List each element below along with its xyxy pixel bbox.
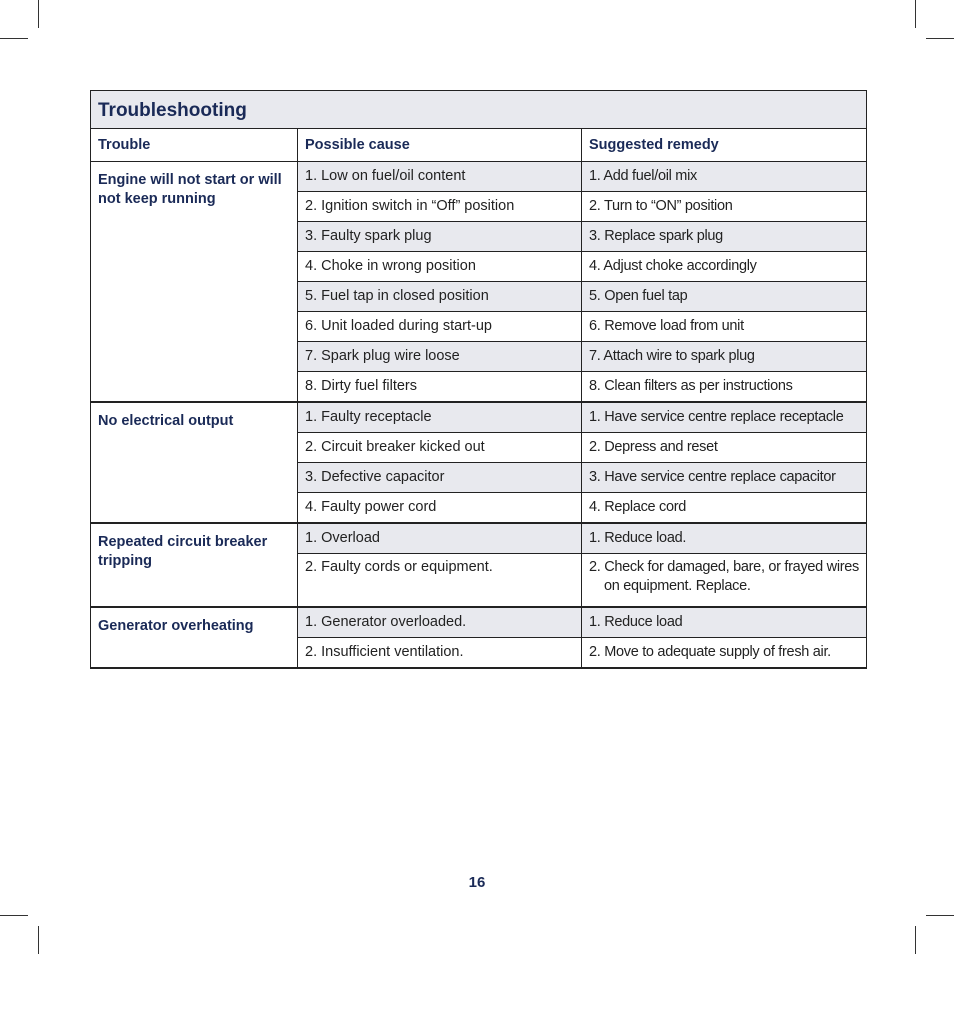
cause-cell: 2. Circuit breaker kicked out: [298, 433, 582, 463]
table-row: [91, 523, 867, 554]
remedy-cell: 1. Add fuel/oil mix: [582, 162, 867, 192]
header-trouble: Trouble: [91, 129, 298, 162]
cause-cell: 6. Unit loaded during start-up: [298, 312, 582, 342]
crop-mark: [915, 926, 916, 954]
header-suggested-remedy: Suggested remedy: [582, 129, 867, 162]
crop-mark: [0, 38, 28, 39]
cause-cell: 5. Fuel tap in closed position: [298, 282, 582, 312]
remedy-cell: 2. Depress and reset: [582, 433, 867, 463]
cause-cell: 4. Choke in wrong position: [298, 252, 582, 282]
crop-mark: [915, 0, 916, 28]
crop-mark: [926, 915, 954, 916]
table-row: [91, 162, 867, 192]
table-row: [91, 607, 867, 638]
remedy-cell: 2. Turn to “ON” position: [582, 192, 867, 222]
remedy-cell: 4. Adjust choke accordingly: [582, 252, 867, 282]
cause-cell: 3. Defective capacitor: [298, 463, 582, 493]
remedy-line-continuation: on equipment. Replace.: [604, 578, 751, 594]
crop-mark: [38, 0, 39, 28]
remedy-cell: 1. Reduce load: [582, 607, 867, 638]
trouble-cell: No electrical output: [91, 402, 298, 523]
crop-mark: [38, 926, 39, 954]
header-possible-cause: Possible cause: [298, 129, 582, 162]
cause-cell: 2. Insufficient ventilation.: [298, 638, 582, 669]
cause-cell: 1. Faulty receptacle: [298, 402, 582, 433]
remedy-cell: 6. Remove load from unit: [582, 312, 867, 342]
cause-cell: 4. Faulty power cord: [298, 493, 582, 524]
remedy-cell: 1. Reduce load.: [582, 523, 867, 554]
remedy-cell: 8. Clean filters as per instructions: [582, 372, 867, 403]
remedy-cell: 7. Attach wire to spark plug: [582, 342, 867, 372]
cause-cell: 3. Faulty spark plug: [298, 222, 582, 252]
remedy-cell: 1. Have service centre replace receptacle: [582, 402, 867, 433]
trouble-cell: Generator overheating: [91, 607, 298, 668]
cause-cell: 8. Dirty fuel filters: [298, 372, 582, 403]
remedy-line: 2. Check for damaged, bare, or frayed wires: [589, 559, 859, 575]
page-number: 16: [468, 874, 486, 891]
trouble-cell: Repeated circuit breaker tripping: [91, 523, 298, 607]
crop-mark: [0, 915, 28, 916]
cause-cell: 1. Overload: [298, 523, 582, 554]
remedy-cell: 3. Have service centre replace capacitor: [582, 463, 867, 493]
troubleshooting-table: [90, 90, 867, 669]
remedy-cell: 5. Open fuel tap: [582, 282, 867, 312]
cause-cell: 7. Spark plug wire loose: [298, 342, 582, 372]
remedy-cell: 3. Replace spark plug: [582, 222, 867, 252]
table-title: Troubleshooting: [91, 91, 867, 129]
remedy-cell: 2. Move to adequate supply of fresh air.: [582, 638, 867, 669]
cause-cell: 2. Ignition switch in “Off” position: [298, 192, 582, 222]
trouble-cell: Engine will not start or will not keep running: [91, 162, 298, 403]
cause-cell: 1. Low on fuel/oil content: [298, 162, 582, 192]
cause-cell: 1. Generator overloaded.: [298, 607, 582, 638]
remedy-cell: [582, 554, 867, 608]
table-row: [91, 402, 867, 433]
crop-mark: [926, 38, 954, 39]
cause-cell: 2. Faulty cords or equipment.: [298, 554, 582, 608]
remedy-cell: 4. Replace cord: [582, 493, 867, 524]
